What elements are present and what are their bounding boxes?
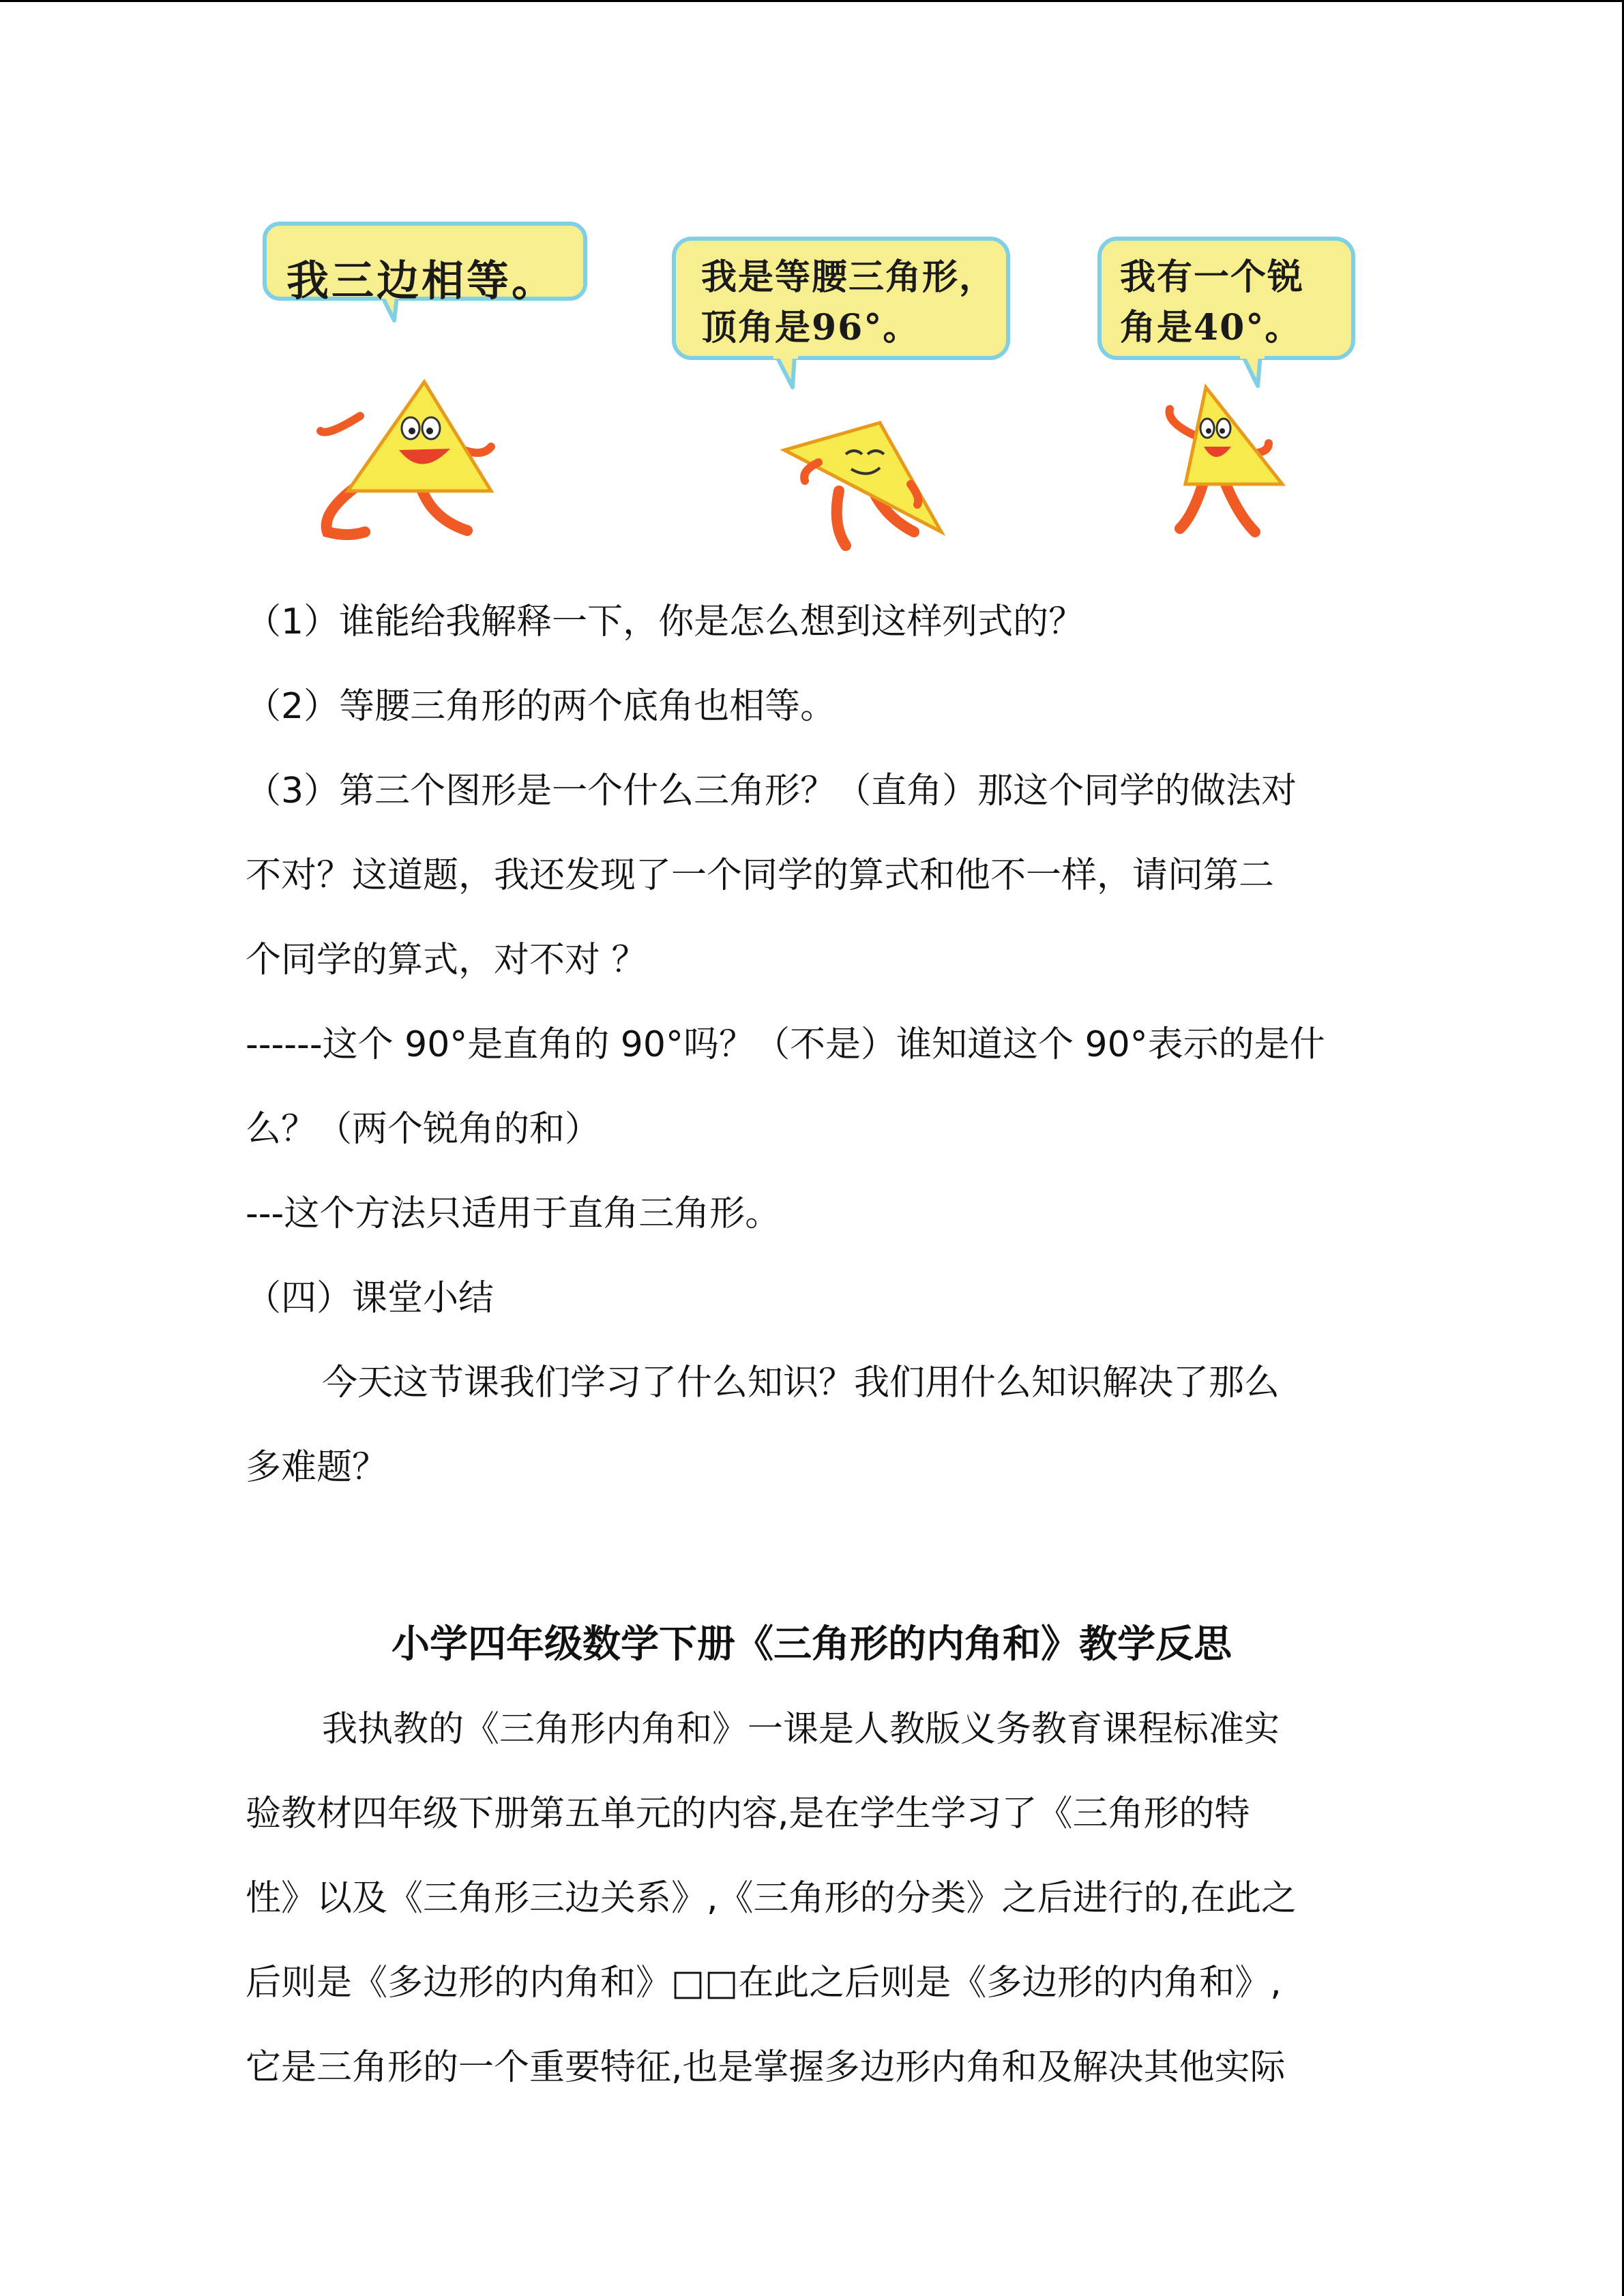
paragraph-line: 么？（两个锐角的和） xyxy=(246,1109,601,1150)
paragraph-line: ------这个 90°是直角的 90°吗？（不是）谁知道这个 90°表示的是什 xyxy=(246,1024,1325,1065)
paragraph-line: 个同学的算式，对不对 ？ xyxy=(246,940,647,981)
paragraph-line: 今天这节课我们学习了什么知识？我们用什么知识解决了那么 xyxy=(322,1362,1280,1403)
bubble-2-text xyxy=(701,252,996,353)
lesson-text xyxy=(246,580,1378,1510)
paragraph-line: （3）第三个图形是一个什么三角形？（直角）那这个同学的做法对 xyxy=(246,771,1297,811)
paragraph-line: 性》以及《三角形三边关系》,《三角形的分类》之后进行的,在此之 xyxy=(246,1878,1297,1919)
bubble-2-line-2: 顶角是96°。 xyxy=(701,307,920,348)
triangle-characters-illustration xyxy=(246,211,1378,580)
paragraph-line: （2）等腰三角形的两个底角也相等。 xyxy=(246,686,836,727)
reflection-heading: 小学四年级数学下册《三角形的内角和》教学反思 xyxy=(392,1622,1232,1667)
bubble-3-line-2: 角是40°。 xyxy=(1120,307,1302,348)
paragraph-line: （1）谁能给我解释一下，你是怎么想到这样列式的？ xyxy=(246,601,1084,642)
paragraph-line: 不对？这道题，我还发现了一个同学的算式和他不一样，请问第二 xyxy=(246,855,1275,896)
paragraph-line: 它是三角形的一个重要特征,也是掌握多边形内角和及解决其他实际 xyxy=(246,2047,1286,2088)
paragraph-line: ---这个方法只适用于直角三角形。 xyxy=(246,1193,781,1234)
bubble-1-text: 我三边相等。 xyxy=(286,256,557,305)
bubble-3-line-1: 我有一个锐 xyxy=(1120,256,1305,298)
isosceles-triangle-character xyxy=(784,423,941,546)
bubble-2-line-1: 我是等腰三角形， xyxy=(701,256,996,298)
equilateral-triangle-character xyxy=(321,382,491,535)
right-triangle-character xyxy=(1170,387,1283,532)
paragraph-line: 验教材四年级下册第五单元的内容,是在学生学习了《三角形的特 xyxy=(246,1793,1250,1834)
section-title-summary: （四）课堂小结 xyxy=(246,1278,494,1319)
bubble-3-text xyxy=(1120,252,1304,353)
paragraph-line: 后则是《多边形的内角和》□□在此之后则是《多边形的内角和》, xyxy=(246,1963,1282,2003)
paragraph-line: 我执教的《三角形内角和》一课是人教版义务教育课程标准实 xyxy=(322,1709,1280,1750)
reflection-text xyxy=(246,1687,1378,2110)
paragraph-line: 多难题？ xyxy=(246,1447,388,1488)
